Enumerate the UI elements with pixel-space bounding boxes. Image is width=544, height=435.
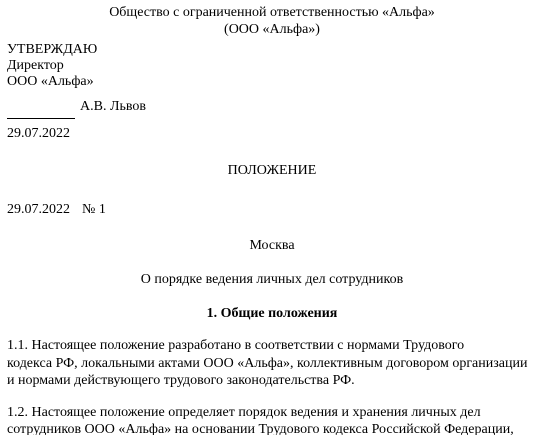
document-date: 29.07.2022 xyxy=(7,202,70,217)
document-city: Москва xyxy=(249,238,295,253)
approval-position: Директор xyxy=(7,58,64,73)
document-number: № 1 xyxy=(82,202,106,217)
paragraph-line: 1.1. Настоящее положение разработано в соответствии с нормами Трудового xyxy=(7,338,465,353)
paragraph-line: сотрудников ООО «Альфа» на основании Трудового кодекса Российской Федерации, xyxy=(7,422,514,435)
paragraph-line: 1.2. Настоящее положение определяет порядок ведения и хранения личных дел xyxy=(7,405,481,420)
document-type: ПОЛОЖЕНИЕ xyxy=(227,163,317,178)
approval-label: УТВЕРЖДАЮ xyxy=(7,42,98,57)
paragraph-line: кодекса РФ, локальными актами ООО «Альфа», коллективным договором организации xyxy=(7,356,528,371)
org-short-name: (ООО «Альфа») xyxy=(224,22,320,37)
paragraph-line: и нормами действующего трудового законодательства РФ. xyxy=(7,373,355,388)
approval-date: 29.07.2022 xyxy=(7,126,70,141)
approval-signer: А.В. Львов xyxy=(80,99,146,114)
section-title: 1. Общие положения xyxy=(206,306,338,321)
approval-org: ООО «Альфа» xyxy=(7,74,94,89)
org-full-name: Общество с ограниченной ответственностью «Альфа» xyxy=(109,5,435,20)
signature-line xyxy=(7,118,75,119)
document-subject: О порядке ведения личных дел сотрудников xyxy=(140,272,404,287)
